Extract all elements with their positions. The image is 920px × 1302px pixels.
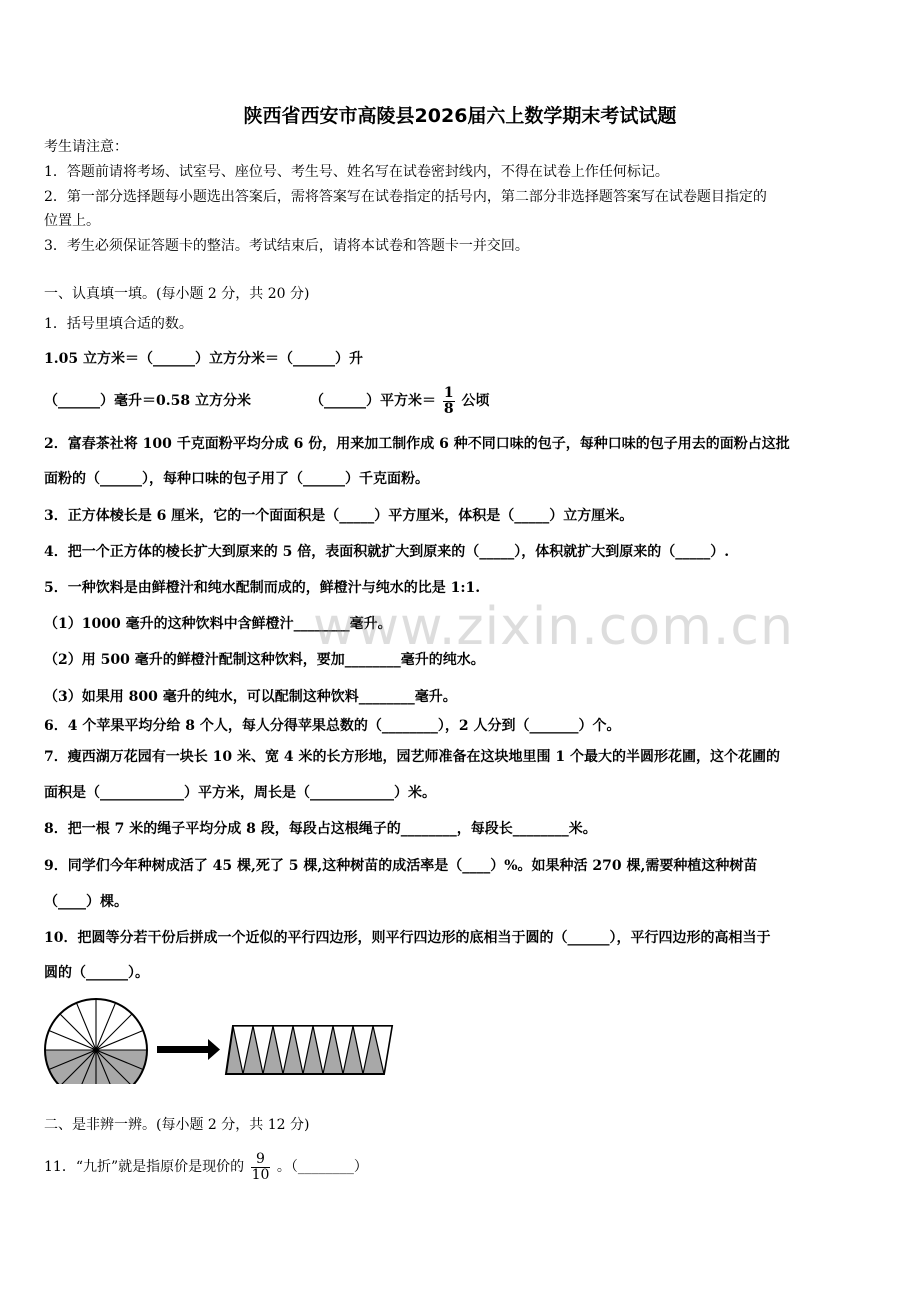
question-5: 5．一种饮料是由鲜橙汁和纯水配制而成的，鲜橙汁与纯水的比是 1:1. xyxy=(44,580,481,596)
notice-item: 位置上。 xyxy=(44,213,100,229)
question-6: 6．4 个苹果平均分给 8 个人，每人分得苹果总数的（________），2 人分到（_______）个。 xyxy=(44,718,621,734)
notice-heading: 考生请注意： xyxy=(44,139,128,155)
parallelogram-of-sectors xyxy=(226,1026,392,1074)
question-1: 1．括号里填合适的数。 xyxy=(44,316,193,332)
question-1-line1: 1.05 立方米＝（______）立方分米＝（______）升 xyxy=(44,351,363,367)
fraction-numerator: 1 xyxy=(443,384,454,401)
question-9-line2: （____）棵。 xyxy=(44,894,128,910)
question-10-line2: 圆的（______）。 xyxy=(44,965,149,981)
section1-heading: 一、认真填一填。(每小题 2 分，共 20 分) xyxy=(44,286,310,302)
arrow-right-icon xyxy=(157,1039,220,1060)
fraction-denominator: 10 xyxy=(251,1166,270,1183)
question-1-line2b xyxy=(310,381,490,421)
question-10-line1: 10．把圆等分若干份后拼成一个近似的平行四边形，则平行四边形的底相当于圆的（______），平行四边形的高相当于 xyxy=(44,930,771,946)
question-5-part3: （3）如果用 800 毫升的纯水，可以配制这种饮料________毫升。 xyxy=(44,689,457,705)
question-11 xyxy=(44,1146,368,1188)
question-2-line2: 面粉的（______），每种口味的包子用了（______）千克面粉。 xyxy=(44,471,429,487)
question-9-line1: 9．同学们今年种树成活了 45 棵,死了 5 棵,这种树苗的成活率是（____）%。如果种活 270 棵,需要种植这种树苗 xyxy=(44,858,758,874)
divided-circle xyxy=(45,999,147,1084)
question-1-line2a: （______）毫升＝0.58 立方分米 xyxy=(44,393,251,409)
question-2-line1: 2．富春茶社将 100 千克面粉平均分成 6 份，用来加工制作成 6 种不同口味的包子，每种口味的包子用去的面粉占这批 xyxy=(44,436,790,452)
question-1-line2b-text: （______）平方米＝ xyxy=(310,393,436,409)
question-5-part2: （2）用 500 毫升的鲜橙汁配制这种饮料，要加________毫升的纯水。 xyxy=(44,652,485,668)
fraction-numerator: 9 xyxy=(251,1152,271,1168)
question-11-answer-blank: 。（________） xyxy=(276,1159,368,1175)
question-3: 3．正方体棱长是 6 厘米，它的一个面面积是（_____）平方厘米，体积是（_____）立方厘米。 xyxy=(44,508,634,524)
notice-item: 2．第一部分选择题每小题选出答案后，需将答案写在试卷指定的括号内，第二部分非选择题答案写在试卷题目指定的 xyxy=(44,189,767,205)
notice-item: 3．考生必须保证答题卡的整洁。考试结束后，请将本试卷和答题卡一并交回。 xyxy=(44,238,529,254)
fraction-nine-tenths xyxy=(251,1152,271,1183)
section2-heading: 二、是非辨一辨。(每小题 2 分，共 12 分) xyxy=(44,1117,310,1133)
circle-to-parallelogram-figure xyxy=(40,998,400,1084)
fraction-denominator: 8 xyxy=(443,400,454,417)
notice-item: 1．答题前请将考场、试室号、座位号、考生号、姓名写在试卷密封线内，不得在试卷上作任何标记。 xyxy=(44,164,669,180)
question-11-text: 11．“九折”就是指原价是现价的 xyxy=(44,1159,245,1175)
question-8: 8．把一根 7 米的绳子平均分成 8 段，每段占这根绳子的________，每段长________米。 xyxy=(44,821,597,837)
question-4: 4．把一个正方体的棱长扩大到原来的 5 倍，表面积就扩大到原来的（_____），体积就扩大到原来的（_____）. xyxy=(44,544,730,560)
question-7-line2: 面积是（____________）平方米，周长是（____________）米。 xyxy=(44,785,436,801)
question-5-part1: （1）1000 毫升的这种饮料中含鲜橙汁________毫升。 xyxy=(44,616,392,632)
watermark: www.zixin.com.cn xyxy=(313,597,794,657)
question-1-line2c-text: 公顷 xyxy=(461,393,490,409)
question-7-line1: 7．瘦西湖万花园有一块长 10 米、宽 4 米的长方形地，园艺师准备在这块地里围 1 个最大的半圆形花圃，这个花圃的 xyxy=(44,749,780,765)
fraction-one-eighth xyxy=(443,386,455,417)
page-title: 陕西省西安市高陵县2026届六上数学期末考试试题 xyxy=(243,105,677,127)
